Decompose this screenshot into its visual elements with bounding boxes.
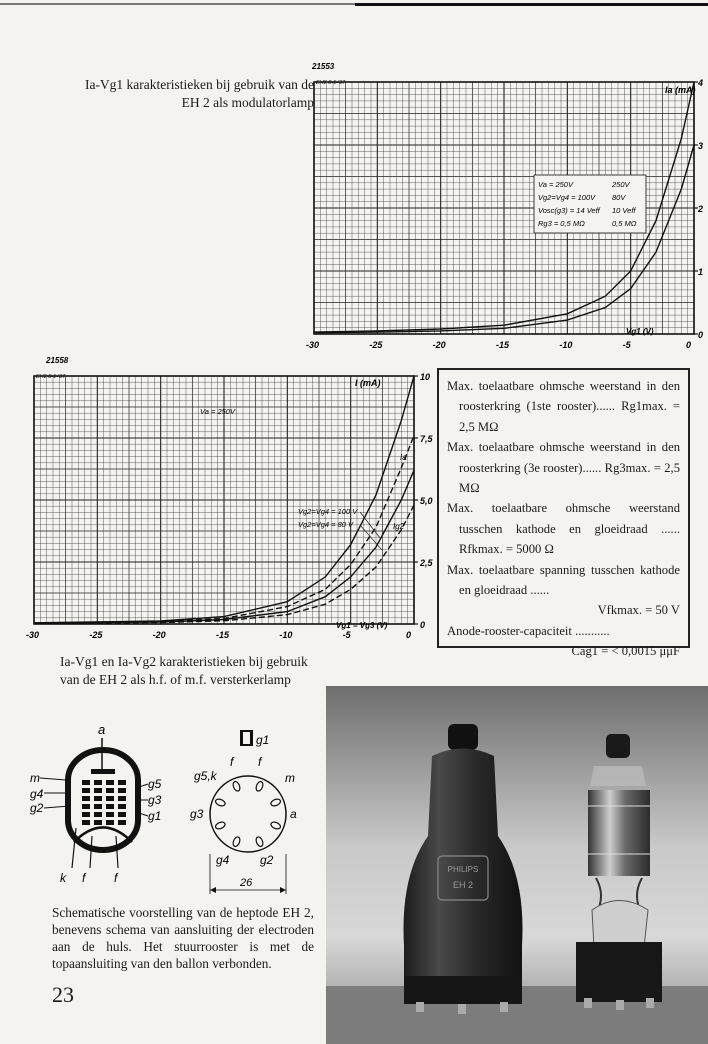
x-tick-label: -15 <box>216 630 230 640</box>
caption-middle: Ia-Vg1 en Ia-Vg2 karakteristieken bij gebruik van de EH 2 als h.f. of m.f. versterkerlamp <box>60 654 308 687</box>
pin <box>270 798 282 807</box>
annotation-va: Va = 250V <box>200 407 235 416</box>
label-g1: g1 <box>148 809 162 823</box>
page-number: 23 <box>52 982 74 1007</box>
tube-brand: PHILIPS <box>447 865 479 874</box>
legend-entry-alt: 0,5 MΩ <box>612 219 637 228</box>
x-tick-label: -10 <box>279 630 293 640</box>
cathode <box>74 828 132 843</box>
label-g3: g3 <box>190 807 204 821</box>
y-axis-label: I (mA) <box>355 378 381 388</box>
legend-entry: Vg2=Vg4 = 100V <box>538 193 596 202</box>
x-tick-label: 0 <box>406 630 412 640</box>
caption-top-text: Ia-Vg1 karakteristieken bij gebruik van de EH 2 als modulatorlamp <box>84 77 314 110</box>
spec-vfk-value: Vfkmax. = 50 V <box>597 603 680 618</box>
x-tick-label: -15 <box>496 340 510 350</box>
label-f2: f <box>114 871 118 885</box>
legend-entry-alt: 250V <box>612 180 630 189</box>
x-tick-label: 0 <box>686 340 692 350</box>
caption-top <box>74 76 314 112</box>
label-a: a <box>98 722 106 737</box>
spec-rg3: Max. toelaatbare ohmsche weerstand in den roosterkring (3e rooster)...... Rg3max. = 2,5 MΩ <box>447 440 680 496</box>
base-pin-diagram <box>190 726 320 901</box>
label-g4: g4 <box>30 787 44 801</box>
electrode-grid <box>82 780 126 825</box>
dimension-value: 26 <box>240 877 253 889</box>
pin <box>255 836 264 848</box>
top-rule-bold <box>355 3 708 6</box>
y-axis-label: Ia (mA) <box>665 85 696 95</box>
tube-schematic <box>30 718 180 888</box>
label-g3: g3 <box>148 793 162 807</box>
label-f1: f <box>82 871 86 885</box>
label-k: k <box>60 871 66 885</box>
spec-box <box>437 368 690 659</box>
chart-stamp: EH2 8-1-'37 <box>316 80 346 86</box>
y-tick-label: 2 <box>698 204 704 214</box>
tube-type: EH 2 <box>452 880 474 890</box>
annotation-vg-80: Vg2=Vg4 = 80 V <box>298 520 354 529</box>
pin <box>270 821 282 830</box>
spec-cag-value: Cag1 = < 0,0015 μμF <box>571 644 680 659</box>
label-a: a <box>290 807 297 821</box>
annotation-ia: Ia <box>400 453 407 462</box>
spec-rg1: Max. toelaatbare ohmsche weerstand in den roosterkring (1ste rooster)...... Rg1max. = 2,5 MΩ <box>447 379 680 434</box>
caption-bottom: Schematische voorstelling van de heptode EH 2, benevens schema van aansluiting der electroden aan de huls. Het stuurrooster is met de topaansluiting van den ballon verbonden. <box>52 905 314 971</box>
pin <box>215 821 227 830</box>
label-g2: g2 <box>30 801 44 815</box>
pins <box>215 781 282 848</box>
label-m: m <box>285 771 295 785</box>
x-tick-label: -25 <box>369 340 383 350</box>
legend-entry-alt: 10 Veff <box>612 206 636 215</box>
pin <box>255 781 264 793</box>
pin <box>215 798 227 807</box>
y-tick-label: 7,5 <box>420 434 433 444</box>
y-tick-label: 2,5 <box>420 558 433 568</box>
y-tick-label: 1 <box>698 267 704 277</box>
y-tick-label: 4 <box>698 78 704 88</box>
tube-photograph <box>326 686 708 1044</box>
annotation-ig2: Ig2 <box>393 522 405 531</box>
figure-number: 21558 <box>46 356 69 365</box>
x-tick-label: -30 <box>306 340 320 350</box>
pin <box>232 836 241 848</box>
x-axis-label: Vg1 = Vg3 (V) <box>336 621 388 630</box>
label-g4: g4 <box>216 853 230 867</box>
y-tick-label: 0 <box>698 330 704 340</box>
label-g2: g2 <box>260 853 274 867</box>
x-tick-label: -30 <box>26 630 40 640</box>
x-tick-label: -20 <box>432 340 446 350</box>
tube-envelope <box>68 750 138 850</box>
x-tick-label: -5 <box>622 340 631 350</box>
legend-entry-alt: 80V <box>612 193 626 202</box>
spec-rfk: Max. toelaatbare ohmsche weerstand tusschen kathode en gloeidraad ...... Rfkmax. = 5000 Ω <box>447 501 680 557</box>
base-circle <box>210 776 286 852</box>
label-f1: f <box>230 755 234 769</box>
x-tick-label: -10 <box>559 340 573 350</box>
label-g5: g5 <box>148 777 162 791</box>
annotation-vg-100: Vg2=Vg4 = 100 V <box>298 507 358 516</box>
x-tick-label: -20 <box>152 630 166 640</box>
x-axis-label: Vg1 (V) <box>626 327 654 336</box>
spec-cag: Anode-rooster-capaciteit ........... <box>447 623 610 638</box>
legend-entry: Vosc(g3) = 14 Veff <box>538 206 600 215</box>
y-tick-label: 0 <box>420 620 426 630</box>
legend-entry: Va = 250V <box>538 180 573 189</box>
label-g5k: g5,k <box>194 769 217 783</box>
chart-modulator <box>290 60 708 355</box>
x-tick-label: -25 <box>89 630 103 640</box>
label-f2: f <box>258 755 262 769</box>
label-m: m <box>30 771 40 785</box>
y-tick-label: 5,0 <box>420 496 433 506</box>
y-tick-label: 3 <box>698 141 704 151</box>
spec-vfk: Max. toelaatbare spanning tusschen kathode en gloeidraad ...... <box>447 562 680 598</box>
legend-box <box>534 175 646 233</box>
chart-amplifier <box>20 352 440 652</box>
pin <box>232 781 241 793</box>
chart-stamp: EH2 8-1-'37 <box>36 374 66 380</box>
figure-number: 21553 <box>312 62 335 71</box>
label-g1: g1 <box>256 733 270 747</box>
y-tick-label: 10 <box>420 372 431 382</box>
legend-entry: Rg3 = 0,5 MΩ <box>538 219 585 228</box>
x-tick-label: -5 <box>342 630 351 640</box>
